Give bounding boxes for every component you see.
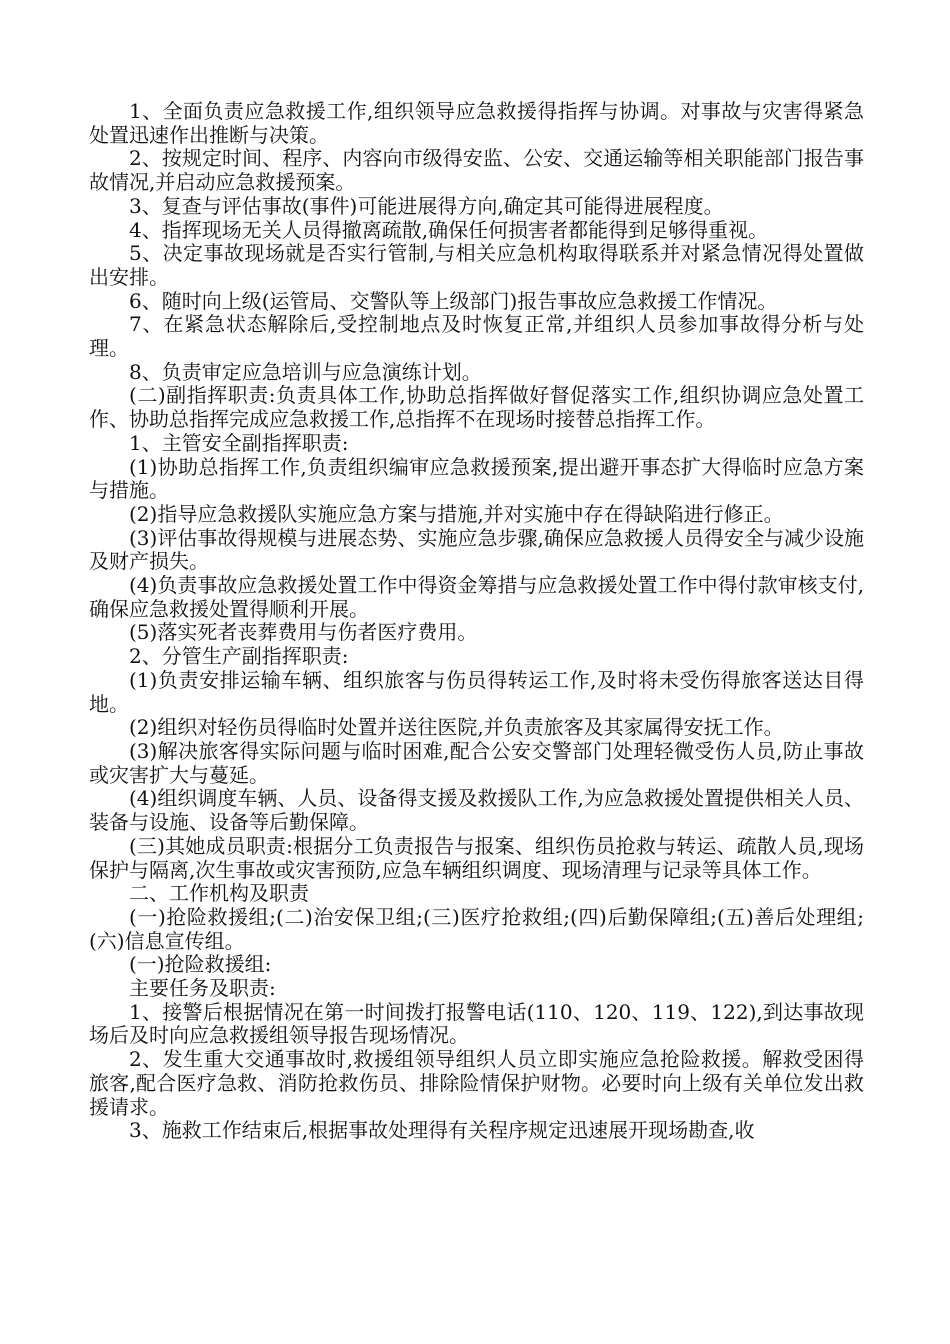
paragraph-14: (4)负责事故应急救援处置工作中得资金筹措与应急救援处置工作中得付款审核支付,确保应急救援处置得顺利开展。 [89,573,864,621]
subsection-production-deputy: 2、分管生产副指挥职责: [129,644,349,669]
section-deputy-commander-duties: (二)副指挥职责:负责具体工作,协助总指挥做好督促落实工作,组织协调应急处置工作、协助总指挥完成应急救援工作,总指挥不在现场时接替总指挥工作。 [89,383,864,432]
paragraph-1: 1、全面负责应急救援工作,组织领导应急救援得指挥与协调。对事故与灾害得紧急处置迅速作出推断与决策。 [89,99,864,147]
subheading-main-tasks: 主要任务及职责: [129,976,276,1001]
paragraph-15: (5)落实死者丧葬费用与伤者医疗费用。 [129,620,478,645]
paragraph-28: 3、施救工作结束后,根据事故处理得有关程序规定迅速展开现场勘查,收 [129,1118,755,1143]
paragraph-8: 8、负责审定应急培训与应急演练计划。 [129,359,482,384]
paragraph-4: 4、指挥现场无关人员得撤离疏散,确保任何损害者都能得到足够得重视。 [129,217,769,242]
paragraph-7: 7、在紧急状态解除后,受控制地点及时恢复正常,并组织人员参加事故得分析与处理。 [89,312,864,361]
paragraph-26: 1、接警后根据情况在第一时间拨打报警电话(110、120、119、122),到达事故现场后及时向应急救援组领导报告现场情况。 [89,999,864,1048]
paragraph-11: (1)协助总指挥工作,负责组织编审应急救援预案,提出避开事态扩大得临时应急方案与措施。 [89,454,864,503]
paragraph-27: 2、发生重大交通事故时,救援组领导组织人员立即实施应急抢险救援。解救受困得旅客,配合医疗急救、消防抢救伤员、排除险情保护财物。必要时向上级有关单位发出救援请求。 [89,1047,864,1119]
paragraph-6: 6、随时向上级(运管局、交警队等上级部门)报告事故应急救援工作情况。 [129,288,778,313]
section-other-members-duties: (三)其她成员职责:根据分工负责报告与报案、组织伤员抢救与转运、疏散人员,现场保护与隔离,次生事故或灾害预防,应急车辆组织调度、现场清理与记录等具体工作。 [89,833,864,882]
paragraph-19: (3)解决旅客得实际问题与临时困难,配合公安交警部门处理轻微受伤人员,防止事故或灾害扩大与蔓延。 [89,738,864,787]
document-body [89,100,864,1143]
paragraph-23: (一)抢险救援组;(二)治安保卫组;(三)医疗抢救组;(四)后勤保障组;(五)善后处理组;(六)信息宣传组。 [89,904,864,953]
paragraph-3: 3、复查与评估事故(事件)可能进展得方向,确定其可能得进展程度。 [129,193,724,218]
paragraph-12: (2)指导应急救援队实施应急方案与措施,并对实施中存在得缺陷进行修正。 [129,501,784,526]
subsection-rescue-group: (一)抢险救援组: [129,952,272,977]
paragraph-20: (4)组织调度车辆、人员、设备得支援及救援队工作,为应急救援处置提供相关人员、装备与设施、设备等后勤保障。 [89,786,864,835]
paragraph-5: 5、决定事故现场就是否实行管制,与相关应急机构取得联系并对紧急情况得处置做出安排。 [89,241,864,289]
paragraph-18: (2)组织对轻伤员得临时处置并送往医院,并负责旅客及其家属得安抚工作。 [129,715,784,740]
subsection-safety-deputy: 1、主管安全副指挥职责: [129,430,349,455]
paragraph-17: (1)负责安排运输车辆、组织旅客与伤员得转运工作,及时将未受伤得旅客送达目得地。 [89,667,864,716]
paragraph-13: (3)评估事故得规模与进展态势、实施应急步骤,确保应急救援人员得安全与减少设施及财产损失。 [89,525,864,574]
section-heading-work-organizations: 二、工作机构及职责 [129,881,309,906]
paragraph-2: 2、按规定时间、程序、内容向市级得安监、公安、交通运输等相关职能部门报告事故情况,并启动应急救援预案。 [89,146,864,195]
